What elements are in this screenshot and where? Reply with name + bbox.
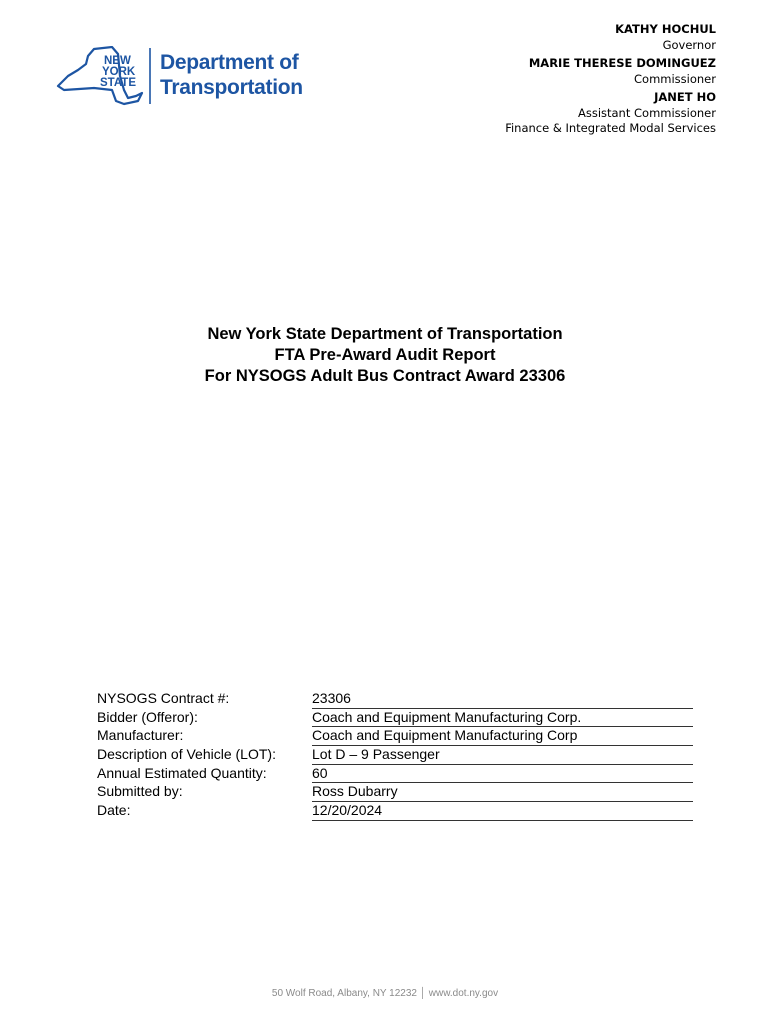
official-title: Commissioner (634, 71, 716, 86)
page-footer: 50 Wolf Road, Albany, NY 12232 │ www.dot.ny.gov (271, 988, 499, 999)
info-label: Date: (97, 802, 131, 819)
info-row-date (97, 802, 697, 821)
nys-dot-logo (54, 46, 314, 106)
info-value: Coach and Equipment Manufacturing Corp. (312, 709, 693, 728)
info-row-bidder (97, 709, 697, 728)
info-label: NYSOGS Contract #: (97, 690, 230, 706)
official-name: JANET HO (654, 90, 716, 104)
official-title: Finance & Integrated Modal Services (505, 121, 716, 135)
info-value: Coach and Equipment Manufacturing Corp (312, 727, 693, 746)
info-value: Lot D – 9 Passenger (312, 746, 693, 765)
info-label: Description of Vehicle (LOT): (97, 746, 276, 763)
info-row-submitted-by (97, 783, 697, 802)
info-row-vehicle-description (97, 746, 697, 765)
info-row-quantity (97, 765, 697, 784)
info-label: Submitted by: (97, 783, 183, 800)
official-commissioner (505, 56, 716, 87)
logo-word-state: STATE (100, 77, 136, 89)
department-name (160, 50, 303, 100)
logo-word-york: YORK (102, 66, 136, 78)
contract-info-table (97, 690, 697, 821)
new-york-state-outline-icon (54, 46, 158, 106)
official-name: MARIE THERESE DOMINGUEZ (528, 56, 716, 70)
report-title-line1: New York State Department of Transportation (207, 325, 563, 343)
info-value: Ross Dubarry (312, 783, 693, 802)
official-title: Governor (662, 37, 716, 52)
info-value: 23306 (312, 690, 693, 709)
info-row-contract-number (97, 690, 697, 709)
info-label: Annual Estimated Quantity: (97, 764, 267, 781)
report-title (0, 324, 770, 387)
official-assistant-commissioner (505, 90, 716, 137)
info-row-manufacturer (97, 727, 697, 746)
info-value: 12/20/2024 (312, 802, 693, 821)
report-title-line3: For NYSOGS Adult Bus Contract Award 23306 (204, 367, 566, 385)
info-value: 60 (312, 765, 693, 784)
info-label: Manufacturer: (97, 727, 184, 744)
official-name: KATHY HOCHUL (615, 22, 716, 36)
info-label: Bidder (Offeror): (97, 708, 198, 725)
official-title: Assistant Commissioner (577, 105, 716, 120)
department-name-line2: Transportation (160, 76, 303, 99)
official-governor (505, 22, 716, 53)
officials-block (505, 22, 716, 140)
report-title-line2: FTA Pre-Award Audit Report (274, 346, 496, 364)
department-name-line1: Department of (160, 51, 299, 74)
logo-word-new: NEW (104, 55, 131, 67)
